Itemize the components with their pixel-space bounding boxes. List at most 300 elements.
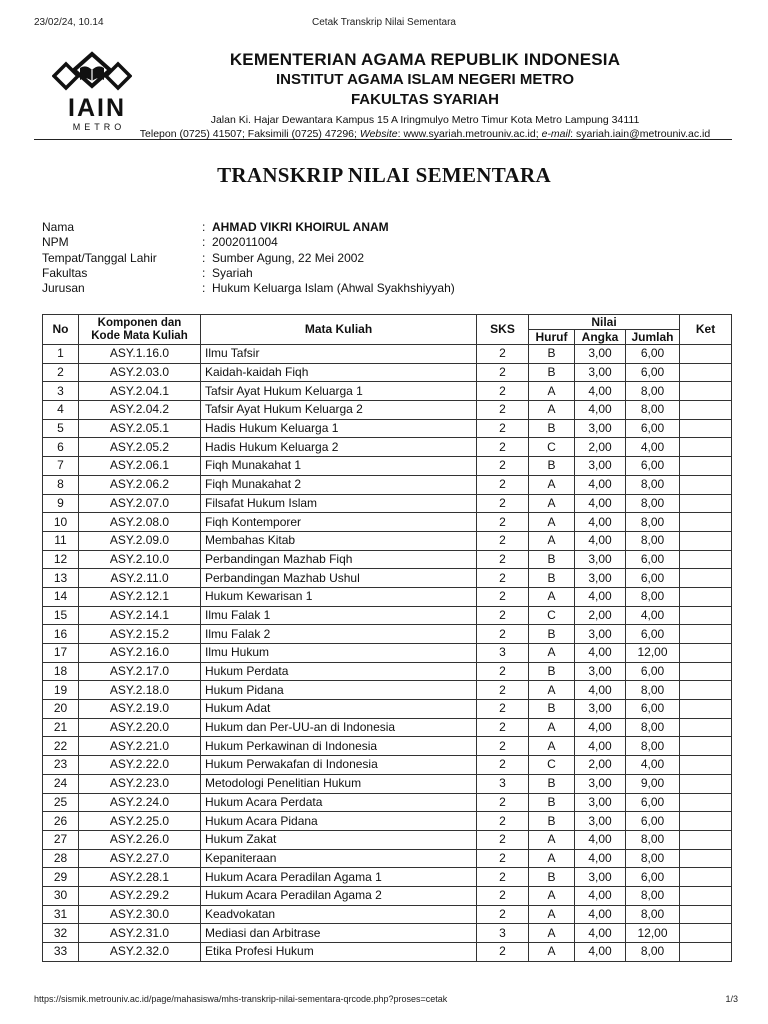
cell-angka: 4,00 (575, 587, 626, 606)
cell-kode: ASY.2.19.0 (79, 700, 201, 719)
cell-angka: 4,00 (575, 737, 626, 756)
cell-huruf: B (529, 812, 575, 831)
print-page-indicator: 1/3 (725, 994, 738, 1004)
cell-jumlah: 4,00 (626, 606, 680, 625)
cell-no: 21 (43, 718, 79, 737)
cell-mata-kuliah: Hukum Perwakafan di Indonesia (201, 756, 477, 775)
cell-huruf: B (529, 569, 575, 588)
cell-sks: 2 (477, 345, 529, 364)
cell-mata-kuliah: Hukum Kewarisan 1 (201, 587, 477, 606)
cell-angka: 2,00 (575, 606, 626, 625)
cell-jumlah: 12,00 (626, 924, 680, 943)
cell-huruf: A (529, 494, 575, 513)
cell-sks: 3 (477, 924, 529, 943)
cell-angka: 4,00 (575, 886, 626, 905)
cell-ket (680, 924, 732, 943)
info-label: Tempat/Tanggal Lahir (42, 250, 157, 265)
header-no: No (43, 315, 79, 345)
print-page-title: Cetak Transkrip Nilai Sementara (312, 17, 456, 28)
cell-sks: 2 (477, 905, 529, 924)
cell-mata-kuliah: Ilmu Falak 1 (201, 606, 477, 625)
table-row (43, 625, 732, 644)
cell-ket (680, 569, 732, 588)
table-row (43, 382, 732, 401)
cell-jumlah: 6,00 (626, 793, 680, 812)
cell-sks: 2 (477, 457, 529, 476)
cell-ket (680, 700, 732, 719)
cell-angka: 4,00 (575, 681, 626, 700)
cell-jumlah: 6,00 (626, 419, 680, 438)
document-title: TRANSKRIP NILAI SEMENTARA (217, 163, 551, 187)
cell-sks: 2 (477, 625, 529, 644)
logo-subtitle: METRO (72, 122, 126, 132)
cell-sks: 3 (477, 644, 529, 663)
cell-huruf: B (529, 700, 575, 719)
cell-huruf: B (529, 419, 575, 438)
cell-ket (680, 868, 732, 887)
cell-ket (680, 662, 732, 681)
print-datetime: 23/02/24, 10.14 (34, 17, 104, 28)
cell-mata-kuliah: Hukum Adat (201, 700, 477, 719)
cell-kode: ASY.2.11.0 (79, 569, 201, 588)
faculty-name: FAKULTAS SYARIAH (350, 91, 500, 108)
cell-kode: ASY.2.14.1 (79, 606, 201, 625)
cell-ket (680, 756, 732, 775)
cell-angka: 4,00 (575, 924, 626, 943)
cell-no: 26 (43, 812, 79, 831)
cell-kode: ASY.2.31.0 (79, 924, 201, 943)
cell-sks: 2 (477, 868, 529, 887)
cell-mata-kuliah: Tafsir Ayat Hukum Keluarga 1 (201, 382, 477, 401)
cell-no: 11 (43, 531, 79, 550)
cell-no: 17 (43, 644, 79, 663)
info-label: Nama (42, 220, 75, 234)
info-row-jurusan (42, 281, 455, 296)
table-row (43, 457, 732, 476)
cell-kode: ASY.2.15.2 (79, 625, 201, 644)
cell-mata-kuliah: Hukum Perdata (201, 662, 477, 681)
cell-jumlah: 8,00 (626, 531, 680, 550)
cell-ket (680, 606, 732, 625)
cell-no: 25 (43, 793, 79, 812)
header-huruf: Huruf (529, 330, 575, 345)
cell-mata-kuliah: Hukum Pidana (201, 681, 477, 700)
cell-jumlah: 6,00 (626, 550, 680, 569)
cell-jumlah: 8,00 (626, 401, 680, 420)
header-jumlah: Jumlah (626, 330, 680, 345)
cell-ket (680, 438, 732, 457)
cell-huruf: A (529, 644, 575, 663)
cell-sks: 2 (477, 382, 529, 401)
cell-no: 14 (43, 587, 79, 606)
institute-name: INSTITUT AGAMA ISLAM NEGERI METRO (275, 71, 575, 88)
email-label: e-mail (541, 128, 571, 140)
table-row (43, 644, 732, 663)
cell-no: 18 (43, 662, 79, 681)
letterhead-divider (34, 139, 732, 140)
cell-kode: ASY.2.25.0 (79, 812, 201, 831)
cell-mata-kuliah: Filsafat Hukum Islam (201, 494, 477, 513)
table-row (43, 550, 732, 569)
header-komponen-line2: Kode Mata Kuliah (91, 329, 188, 342)
cell-huruf: B (529, 345, 575, 364)
table-row (43, 924, 732, 943)
table-row (43, 830, 732, 849)
cell-jumlah: 6,00 (626, 345, 680, 364)
cell-sks: 2 (477, 569, 529, 588)
cell-no: 31 (43, 905, 79, 924)
cell-sks: 2 (477, 513, 529, 532)
cell-angka: 4,00 (575, 513, 626, 532)
info-value-fakultas: Syariah (212, 265, 253, 280)
cell-ket (680, 849, 732, 868)
cell-mata-kuliah: Hadis Hukum Keluarga 2 (201, 438, 477, 457)
cell-ket (680, 550, 732, 569)
cell-no: 24 (43, 774, 79, 793)
cell-ket (680, 812, 732, 831)
cell-mata-kuliah: Hukum Acara Peradilan Agama 2 (201, 886, 477, 905)
header-komponen-line1: Komponen dan (97, 316, 182, 329)
cell-sks: 2 (477, 475, 529, 494)
cell-ket (680, 886, 732, 905)
cell-no: 1 (43, 345, 79, 364)
header-nilai: Nilai (529, 315, 680, 330)
cell-no: 32 (43, 924, 79, 943)
cell-angka: 4,00 (575, 494, 626, 513)
cell-huruf: A (529, 718, 575, 737)
ministry-name: KEMENTERIAN AGAMA REPUBLIK INDONESIA (229, 50, 621, 69)
info-separator: : (202, 220, 206, 234)
cell-sks: 2 (477, 812, 529, 831)
table-row (43, 681, 732, 700)
info-row-fakultas (42, 266, 455, 281)
cell-huruf: B (529, 550, 575, 569)
address-line: Jalan Ki. Hajar Dewantara Kampus 15 A Iringmulyo Metro Timur Kota Metro Lampung 34111 (210, 114, 640, 126)
cell-angka: 4,00 (575, 718, 626, 737)
cell-mata-kuliah: Hukum Perkawinan di Indonesia (201, 737, 477, 756)
cell-huruf: A (529, 830, 575, 849)
cell-sks: 2 (477, 363, 529, 382)
cell-kode: ASY.2.12.1 (79, 587, 201, 606)
cell-mata-kuliah: Fiqh Kontemporer (201, 513, 477, 532)
cell-mata-kuliah: Fiqh Munakahat 2 (201, 475, 477, 494)
cell-kode: ASY.2.18.0 (79, 681, 201, 700)
cell-sks: 2 (477, 438, 529, 457)
cell-huruf: B (529, 457, 575, 476)
cell-no: 5 (43, 419, 79, 438)
cell-ket (680, 830, 732, 849)
website: : www.syariah.metrouniv.ac.id; (397, 128, 539, 140)
info-value-ttl: Sumber Agung, 22 Mei 2002 (212, 250, 365, 265)
cell-kode: ASY.2.05.2 (79, 438, 201, 457)
table-row (43, 494, 732, 513)
cell-kode: ASY.2.29.2 (79, 886, 201, 905)
cell-sks: 2 (477, 401, 529, 420)
cell-ket (680, 587, 732, 606)
info-row-npm (42, 235, 455, 250)
cell-mata-kuliah: Ilmu Tafsir (201, 345, 477, 364)
cell-no: 22 (43, 737, 79, 756)
cell-jumlah: 6,00 (626, 457, 680, 476)
table-row (43, 531, 732, 550)
cell-huruf: A (529, 401, 575, 420)
info-row-ttl (42, 251, 455, 266)
cell-kode: ASY.2.04.2 (79, 401, 201, 420)
cell-jumlah: 8,00 (626, 849, 680, 868)
cell-huruf: A (529, 513, 575, 532)
cell-jumlah: 6,00 (626, 569, 680, 588)
cell-jumlah: 8,00 (626, 513, 680, 532)
cell-no: 33 (43, 943, 79, 962)
info-label: Jurusan (42, 281, 85, 296)
cell-sks: 2 (477, 756, 529, 775)
cell-angka: 3,00 (575, 457, 626, 476)
cell-ket (680, 457, 732, 476)
cell-huruf: C (529, 756, 575, 775)
cell-angka: 4,00 (575, 382, 626, 401)
cell-angka: 3,00 (575, 419, 626, 438)
cell-jumlah: 8,00 (626, 905, 680, 924)
cell-sks: 2 (477, 830, 529, 849)
cell-sks: 2 (477, 793, 529, 812)
table-row (43, 849, 732, 868)
table-row (43, 419, 732, 438)
cell-angka: 2,00 (575, 756, 626, 775)
cell-huruf: A (529, 849, 575, 868)
cell-kode: ASY.2.03.0 (79, 363, 201, 382)
cell-mata-kuliah: Metodologi Penelitian Hukum (201, 774, 477, 793)
table-row (43, 569, 732, 588)
info-value-nama: AHMAD VIKRI KHOIRUL ANAM (212, 220, 389, 234)
cell-angka: 3,00 (575, 793, 626, 812)
table-row (43, 756, 732, 775)
cell-angka: 3,00 (575, 868, 626, 887)
logo-acronym: IAIN (68, 94, 126, 122)
letterhead (130, 50, 720, 141)
cell-angka: 3,00 (575, 569, 626, 588)
cell-mata-kuliah: Hadis Hukum Keluarga 1 (201, 419, 477, 438)
table-row (43, 513, 732, 532)
table-row (43, 886, 732, 905)
cell-huruf: C (529, 606, 575, 625)
cell-kode: ASY.2.17.0 (79, 662, 201, 681)
cell-mata-kuliah: Kaidah-kaidah Fiqh (201, 363, 477, 382)
cell-ket (680, 345, 732, 364)
cell-sks: 2 (477, 606, 529, 625)
info-separator: : (202, 265, 206, 280)
cell-sks: 2 (477, 849, 529, 868)
cell-kode: ASY.2.10.0 (79, 550, 201, 569)
cell-ket (680, 475, 732, 494)
cell-jumlah: 4,00 (626, 438, 680, 457)
website-label: Website (359, 128, 398, 140)
cell-angka: 2,00 (575, 438, 626, 457)
cell-mata-kuliah: Etika Profesi Hukum (201, 943, 477, 962)
cell-sks: 2 (477, 419, 529, 438)
cell-sks: 2 (477, 550, 529, 569)
cell-mata-kuliah: Kepaniteraan (201, 849, 477, 868)
info-value-npm: 2002011004 (212, 235, 278, 250)
cell-huruf: A (529, 382, 575, 401)
cell-ket (680, 681, 732, 700)
cell-mata-kuliah: Tafsir Ayat Hukum Keluarga 2 (201, 401, 477, 420)
cell-mata-kuliah: Hukum dan Per-UU-an di Indonesia (201, 718, 477, 737)
cell-jumlah: 6,00 (626, 812, 680, 831)
cell-angka: 4,00 (575, 531, 626, 550)
table-row (43, 363, 732, 382)
info-value-jurusan: Hukum Keluarga Islam (Ahwal Syakhshiyyah) (212, 281, 455, 296)
cell-jumlah: 8,00 (626, 718, 680, 737)
grades-table (42, 314, 732, 962)
cell-huruf: B (529, 868, 575, 887)
cell-no: 27 (43, 830, 79, 849)
info-separator: : (202, 250, 206, 265)
table-row (43, 475, 732, 494)
cell-huruf: A (529, 587, 575, 606)
info-label: Fakultas (42, 265, 88, 280)
table-row (43, 587, 732, 606)
table-row (43, 345, 732, 364)
cell-jumlah: 9,00 (626, 774, 680, 793)
cell-no: 4 (43, 401, 79, 420)
table-row (43, 812, 732, 831)
cell-kode: ASY.1.16.0 (79, 345, 201, 364)
cell-angka: 3,00 (575, 700, 626, 719)
cell-mata-kuliah: Hukum Acara Perdata (201, 793, 477, 812)
cell-ket (680, 943, 732, 962)
cell-no: 28 (43, 849, 79, 868)
table-row (43, 401, 732, 420)
open-book-emblem-icon (52, 50, 132, 98)
cell-angka: 4,00 (575, 475, 626, 494)
cell-kode: ASY.2.05.1 (79, 419, 201, 438)
cell-huruf: C (529, 438, 575, 457)
table-row (43, 793, 732, 812)
cell-huruf: A (529, 681, 575, 700)
cell-angka: 3,00 (575, 550, 626, 569)
cell-mata-kuliah: Keadvokatan (201, 905, 477, 924)
cell-mata-kuliah: Membahas Kitab (201, 531, 477, 550)
cell-angka: 3,00 (575, 812, 626, 831)
header-sks: SKS (477, 315, 529, 345)
cell-ket (680, 625, 732, 644)
cell-kode: ASY.2.08.0 (79, 513, 201, 532)
phone-fax: Telepon (0725) 41507; Faksimili (0725) 47296; (139, 128, 357, 140)
email: : syariah.iain@metrouniv.ac.id (570, 128, 711, 140)
cell-no: 12 (43, 550, 79, 569)
cell-no: 13 (43, 569, 79, 588)
cell-huruf: B (529, 662, 575, 681)
cell-huruf: B (529, 625, 575, 644)
cell-sks: 2 (477, 681, 529, 700)
cell-no: 2 (43, 363, 79, 382)
cell-no: 3 (43, 382, 79, 401)
cell-huruf: A (529, 475, 575, 494)
cell-no: 16 (43, 625, 79, 644)
cell-mata-kuliah: Hukum Zakat (201, 830, 477, 849)
cell-kode: ASY.2.20.0 (79, 718, 201, 737)
cell-ket (680, 419, 732, 438)
cell-no: 9 (43, 494, 79, 513)
cell-sks: 3 (477, 774, 529, 793)
cell-angka: 3,00 (575, 345, 626, 364)
cell-jumlah: 8,00 (626, 681, 680, 700)
cell-huruf: A (529, 886, 575, 905)
cell-no: 23 (43, 756, 79, 775)
cell-huruf: A (529, 943, 575, 962)
cell-no: 10 (43, 513, 79, 532)
table-row (43, 737, 732, 756)
cell-mata-kuliah: Perbandingan Mazhab Fiqh (201, 550, 477, 569)
cell-sks: 2 (477, 531, 529, 550)
cell-ket (680, 737, 732, 756)
cell-ket (680, 531, 732, 550)
cell-mata-kuliah: Fiqh Munakahat 1 (201, 457, 477, 476)
cell-kode: ASY.2.07.0 (79, 494, 201, 513)
cell-ket (680, 774, 732, 793)
cell-jumlah: 8,00 (626, 943, 680, 962)
cell-kode: ASY.2.32.0 (79, 943, 201, 962)
cell-angka: 4,00 (575, 905, 626, 924)
cell-kode: ASY.2.23.0 (79, 774, 201, 793)
table-row (43, 774, 732, 793)
cell-ket (680, 793, 732, 812)
cell-kode: ASY.2.04.1 (79, 382, 201, 401)
cell-kode: ASY.2.16.0 (79, 644, 201, 663)
cell-angka: 4,00 (575, 401, 626, 420)
cell-huruf: B (529, 793, 575, 812)
cell-jumlah: 6,00 (626, 700, 680, 719)
cell-jumlah: 8,00 (626, 587, 680, 606)
cell-jumlah: 8,00 (626, 886, 680, 905)
table-row (43, 943, 732, 962)
student-info (42, 220, 455, 296)
institution-logo (52, 50, 132, 138)
cell-kode: ASY.2.30.0 (79, 905, 201, 924)
cell-no: 30 (43, 886, 79, 905)
print-url: https://sismik.metrouniv.ac.id/page/mahasiswa/mhs-transkrip-nilai-sementara-qrcode.php?proses=cetak (34, 994, 448, 1004)
cell-angka: 4,00 (575, 943, 626, 962)
cell-sks: 2 (477, 494, 529, 513)
cell-sks: 2 (477, 718, 529, 737)
cell-kode: ASY.2.26.0 (79, 830, 201, 849)
cell-ket (680, 718, 732, 737)
table-row (43, 662, 732, 681)
header-mata-kuliah: Mata Kuliah (201, 315, 477, 345)
cell-jumlah: 8,00 (626, 494, 680, 513)
cell-jumlah: 6,00 (626, 868, 680, 887)
cell-mata-kuliah: Hukum Acara Pidana (201, 812, 477, 831)
cell-huruf: A (529, 737, 575, 756)
info-separator: : (202, 281, 206, 296)
header-angka: Angka (575, 330, 626, 345)
cell-angka: 4,00 (575, 644, 626, 663)
cell-kode: ASY.2.27.0 (79, 849, 201, 868)
cell-no: 6 (43, 438, 79, 457)
cell-ket (680, 401, 732, 420)
cell-kode: ASY.2.28.1 (79, 868, 201, 887)
cell-ket (680, 494, 732, 513)
cell-jumlah: 6,00 (626, 363, 680, 382)
cell-huruf: B (529, 363, 575, 382)
cell-angka: 3,00 (575, 625, 626, 644)
cell-sks: 2 (477, 700, 529, 719)
cell-angka: 3,00 (575, 662, 626, 681)
table-row (43, 718, 732, 737)
cell-angka: 4,00 (575, 849, 626, 868)
cell-mata-kuliah: Perbandingan Mazhab Ushul (201, 569, 477, 588)
cell-ket (680, 644, 732, 663)
